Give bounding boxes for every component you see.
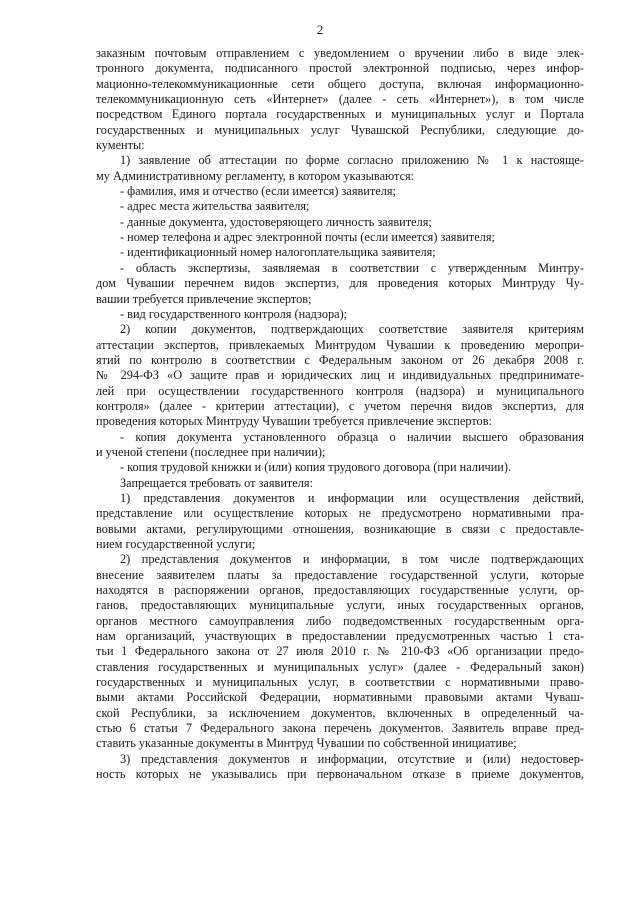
text-line: проведения которых Минтруду Чувашии требуется привлечение экспертов: — [96, 414, 492, 429]
text-line: ганов, предоставляющих муниципальные услуги, иных государственных органов, — [96, 598, 584, 613]
text-line: 2) копии документов, подтверждающих соответствие заявителя критериям — [120, 322, 584, 337]
text-line: и ученой степени (последнее при наличии); — [96, 444, 326, 459]
text-line: находятся в распоряжении органов, предоставляющих государственные услуги, ор- — [96, 583, 584, 598]
document-body — [96, 46, 584, 783]
text-line: - фамилия, имя и отчество (если имеется) заявителя; — [120, 184, 396, 199]
text-line: - область экспертизы, заявляемая в соответствии с утвержденным Минтру- — [120, 260, 584, 275]
text-line: заказным почтовым отправлением с уведомлением о вручении либо в виде элек- — [96, 46, 584, 60]
text-line: ставить указанные документы в Минтруд Чувашии по собственной инициативе; — [96, 736, 517, 751]
text-line: тьи 1 Федерального закона от 27 июля 2010 г. № 210-ФЗ «Об организации предо- — [96, 644, 584, 659]
text-line: 3) представления документов и информации, отсутствие и (или) недостовер- — [120, 751, 584, 766]
text-line: аттестации экспертов, привлекаемых Минтрудом Чувашии к проведению меропри- — [96, 337, 584, 352]
text-line: стью 6 статьи 7 Федерального закона перечень документов. Заявитель вправе пред- — [96, 721, 584, 736]
text-line: государственных и муниципальных услуг Чувашской Республики, следующие до- — [96, 122, 584, 137]
page-number: 2 — [316, 22, 324, 37]
text-line: му Административному регламенту, в котором указываются: — [96, 168, 415, 183]
text-line: - адрес места жительства заявителя; — [120, 199, 310, 214]
text-line: дом Чувашии перечнем видов экспертиз, для проведения которых Минтруду Чу- — [96, 276, 584, 291]
text-line: 1) заявление об аттестации по форме согласно приложению № 1 к настояще- — [120, 153, 584, 168]
text-line: 1) представления документов и информации или осуществления действий, — [120, 490, 584, 505]
text-line: 2) представления документов и информации, в том числе подтверждающих — [120, 552, 584, 567]
text-line: ставления государственных и муниципальных услуг» (далее - Федеральный закон) — [96, 659, 584, 674]
text-line: вовыми актами, регулирующими отношения, возникающие в связи с предоставле- — [96, 521, 584, 536]
text-line: внесение заявителем платы за предоставление государственной услуги, которые — [96, 567, 584, 582]
text-line: ность которых не указывались при первоначальном отказе в приеме документов, — [96, 767, 584, 782]
text-line: № 294-ФЗ «О защите прав и юридических лиц и индивидуальных предпринимате- — [96, 368, 584, 383]
text-line: ятий по контролю в соответствии с Федеральным законом от 26 декабря 2008 г. — [96, 352, 584, 367]
text-line: представление или осуществление которых не предусмотрено нормативными пра- — [96, 506, 584, 521]
text-line: ской Республики, за исключением документов, включенных в определенный ча- — [96, 705, 584, 720]
text-line: - копия документа установленного образца о наличии высшего образования — [120, 429, 584, 444]
text-line: посредством Единого портала государственных и муниципальных услуг и Портала — [96, 107, 584, 122]
text-line: нам организаций, участвующих в предоставлении предусмотренных частью 1 ста- — [96, 629, 584, 644]
text-line: органов местного самоуправления либо подведомственных государственным орга- — [96, 613, 584, 628]
text-line: - данные документа, удостоверяющего личность заявителя; — [120, 214, 432, 229]
text-line: государственных и муниципальных услуг, в соответствии с нормативными право- — [96, 675, 584, 690]
text-line: тронного документа, подписанного простой электронной подписью, через инфор- — [96, 61, 584, 76]
text-line: - номер телефона и адрес электронной почты (если имеется) заявителя; — [120, 230, 495, 245]
text-line: - идентификационный номер налогоплательщика заявителя; — [120, 245, 436, 260]
text-line: вашии требуется привлечение экспертов; — [96, 291, 312, 306]
text-line: мационно-телекоммуникационные сети общего доступа, включая информационно- — [96, 76, 584, 91]
text-line: лей при осуществлении государственного контроля (надзора) и муниципального — [96, 383, 584, 398]
text-line: - вид государственного контроля (надзора); — [120, 306, 348, 321]
text-line: нием государственной услуги; — [96, 537, 256, 551]
text-line: телекоммуникационную сеть «Интернет» (далее - сеть «Интернет»), в том числе — [96, 92, 584, 107]
text-line: Запрещается требовать от заявителя: — [120, 475, 313, 490]
text-line: выми актами Российской Федерации, нормативными правовыми актами Чуваш- — [96, 690, 584, 705]
text-line: - копия трудовой книжки и (или) копия трудового договора (при наличии). — [120, 460, 512, 475]
text-line: контроля» (далее - критерии аттестации), с учетом перечня видов экспертиз, для — [96, 398, 584, 413]
text-line: кументы: — [96, 138, 145, 153]
